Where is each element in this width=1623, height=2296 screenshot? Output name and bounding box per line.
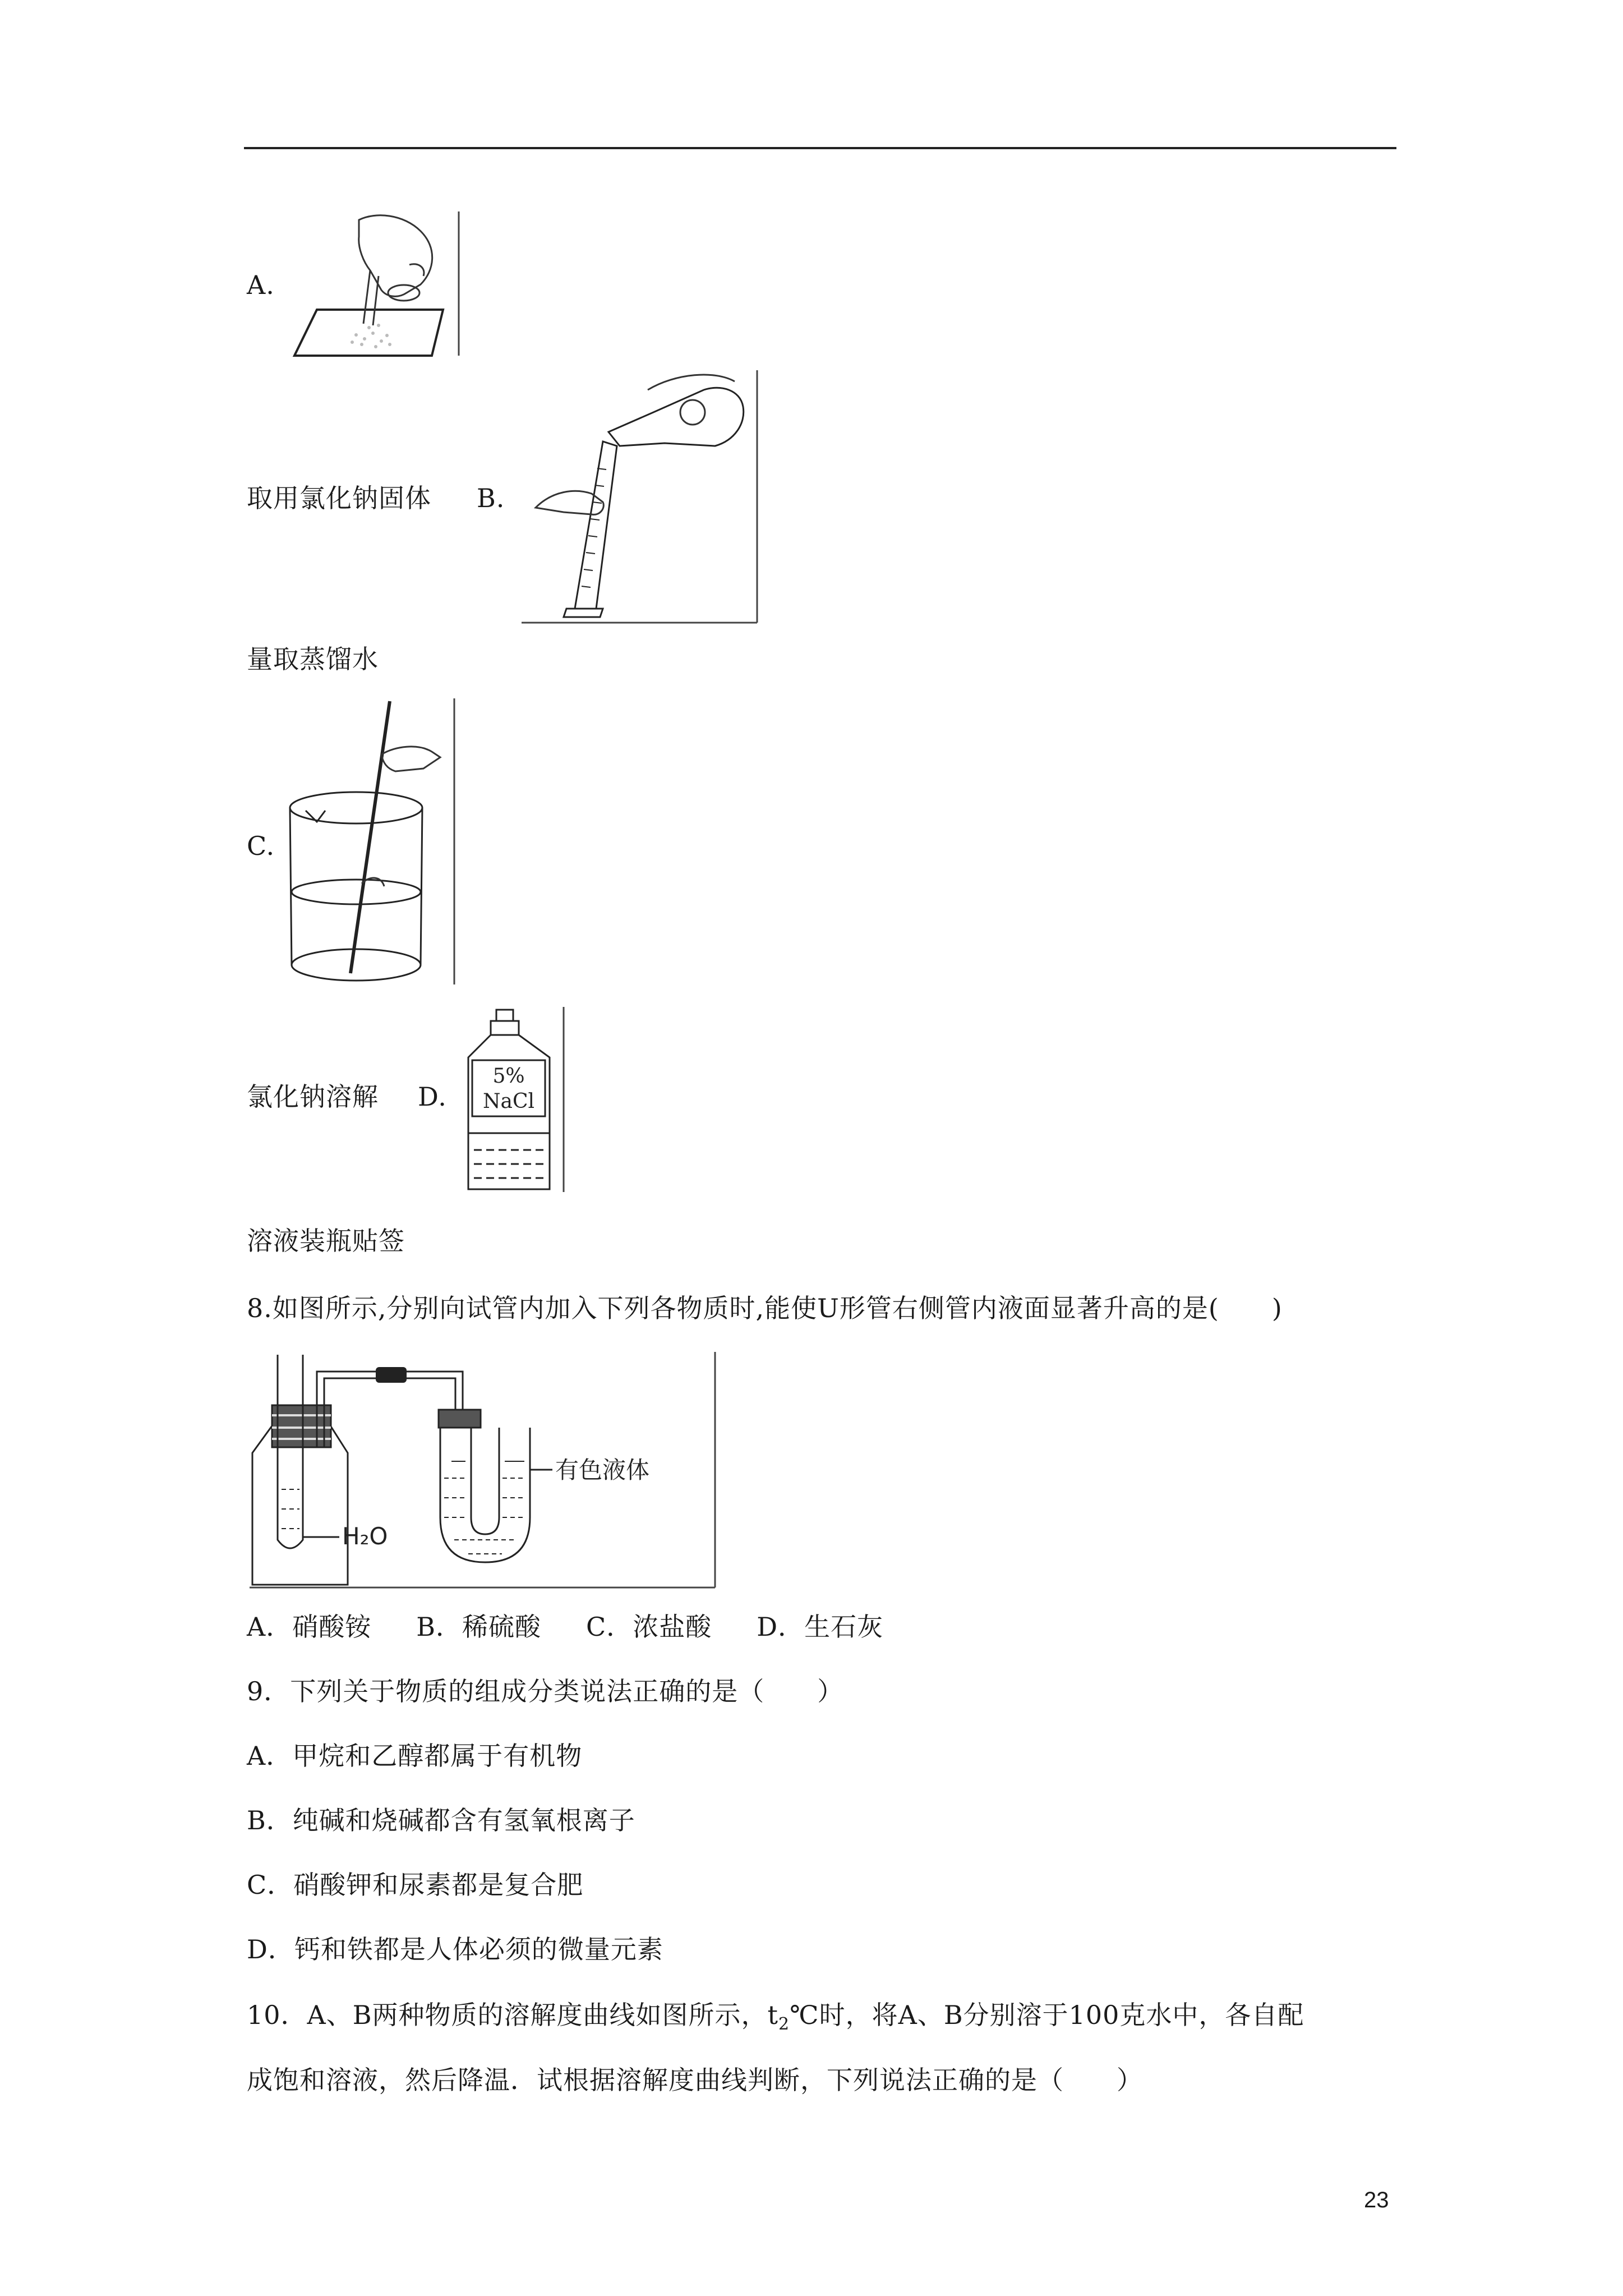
q9-option-b: B．纯碱和烧碱都含有氢氧根离子	[247, 1805, 635, 1835]
figure-u-tube-apparatus	[247, 1349, 718, 1590]
q10-stem-line2: 成饱和溶液，然后降温．试根据溶解度曲线判断，下列说法正确的是（ ）	[247, 2065, 1143, 2095]
bottle-label-percent: 5%	[492, 1065, 525, 1088]
option-b-label: B.	[477, 483, 505, 513]
q8-option-a: A．硝酸铵	[247, 1612, 372, 1642]
bottle-label-formula: NaCl	[482, 1090, 535, 1113]
q10-stem-line1	[247, 1998, 1304, 2041]
q10-stem-subscript: 2	[778, 2014, 790, 2035]
q8-stem: 8.如图所示,分别向试管内加入下列各物质时,能使U形管右侧管内液面显著升高的是( )	[247, 1293, 1283, 1323]
q10-stem-part2: ℃时，将A、B分别溶于100克水中，各自配	[790, 2000, 1304, 2030]
page-number: 23	[1364, 2188, 1389, 2212]
label-water: H₂O	[342, 1522, 388, 1550]
option-d-caption: 溶液装瓶贴签	[247, 1226, 405, 1256]
option-c-caption: 氯化钠溶解	[247, 1082, 379, 1112]
q9-option-d: D．钙和铁都是人体必须的微量元素	[247, 1934, 663, 1964]
q8-option-b: B．稀硫酸	[416, 1612, 542, 1642]
q8-option-d: D．生石灰	[757, 1612, 884, 1642]
q8-option-c: C．浓盐酸	[586, 1612, 712, 1642]
q9-stem: 9．下列关于物质的组成分类说法正确的是（ ）	[247, 1676, 844, 1706]
figure-weighing-salt	[292, 209, 460, 359]
option-d-label: D.	[418, 1082, 447, 1112]
figure-reagent-bottle	[460, 1004, 566, 1195]
q9-option-c: C．硝酸钾和尿素都是复合肥	[247, 1870, 584, 1900]
q9-option-a: A．甲烷和乙醇都属于有机物	[247, 1741, 583, 1771]
option-a-label: A.	[247, 270, 275, 300]
header-rule	[244, 147, 1396, 149]
option-c-label: C.	[247, 831, 275, 861]
q10-stem-part1: 10．A、B两种物质的溶解度曲线如图所示，t	[247, 2000, 779, 2030]
figure-measuring-water	[519, 367, 760, 625]
label-colored-liquid: 有色液体	[555, 1456, 650, 1484]
option-a-caption: 取用氯化钠固体	[247, 483, 431, 513]
figure-dissolving-salt	[283, 696, 457, 987]
option-b-caption: 量取蒸馏水	[247, 644, 379, 674]
q8-options	[247, 1610, 928, 1644]
